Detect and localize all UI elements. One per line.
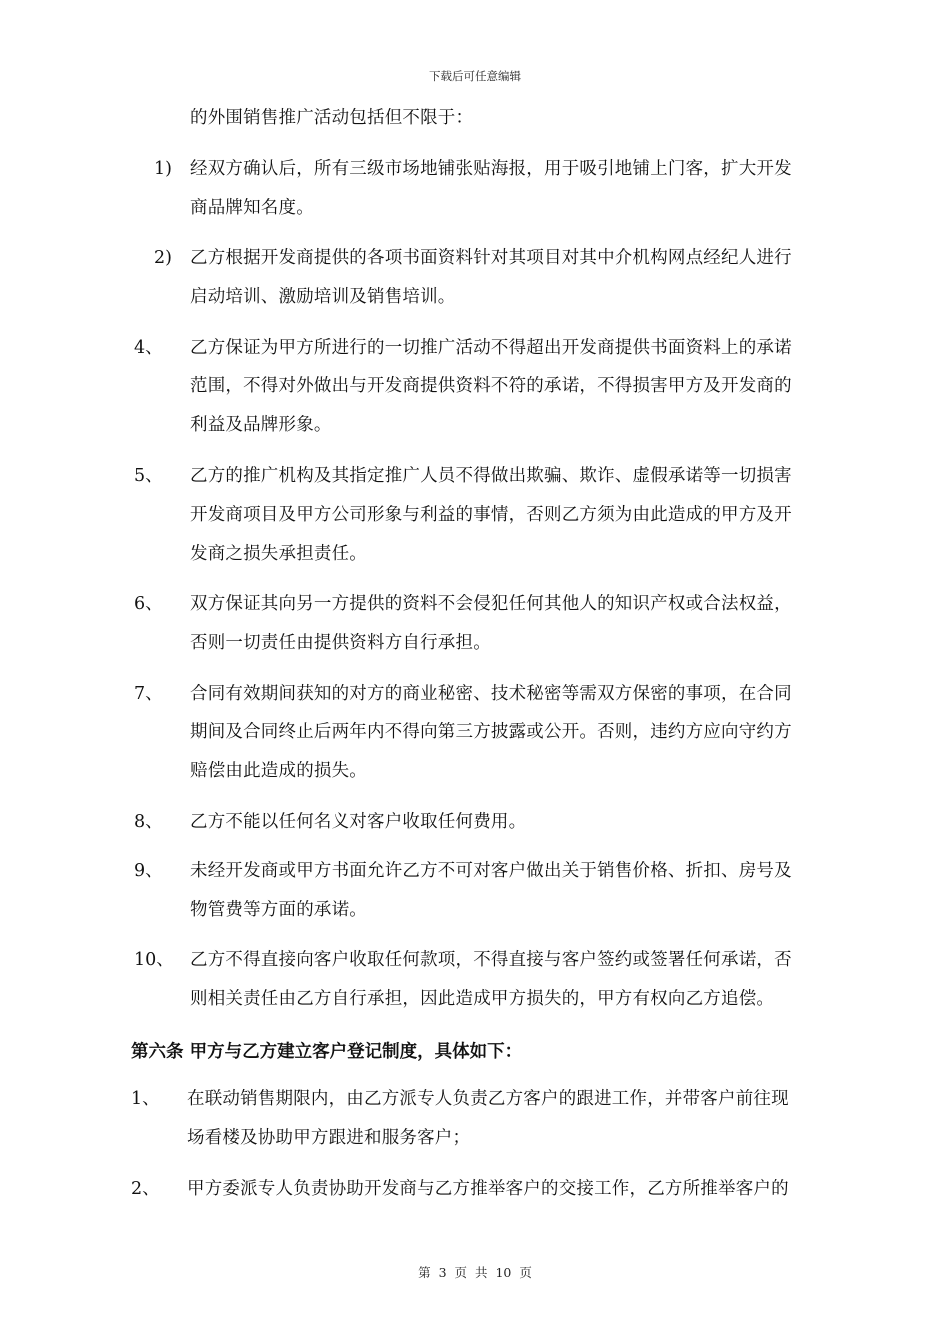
sub-item-text: 经双方确认后，所有三级市场地铺张贴海报，用于吸引地铺上门客，扩大开发 — [190, 159, 792, 179]
item-number: 10、 — [134, 950, 174, 970]
item-number: 4、 — [134, 338, 163, 358]
item-number: 8、 — [134, 812, 163, 832]
item-text: 双方保证其向另一方提供的资料不会侵犯任何其他人的知识产权或合法权益， — [190, 594, 792, 614]
item-text: 则相关责任由乙方自行承担，因此造成甲方损失的，甲方有权向乙方追偿。 — [190, 989, 775, 1009]
item-text: 赔偿由此造成的损失。 — [190, 761, 367, 781]
item-number: 9、 — [134, 861, 163, 881]
item-text: 未经开发商或甲方书面允许乙方不可对客户做出关于销售价格、折扣、房号及 — [190, 861, 792, 881]
item-text: 开发商项目及甲方公司形象与利益的事情，否则乙方须为由此造成的甲方及开 — [190, 505, 792, 525]
sub-item-text: 乙方根据开发商提供的各项书面资料针对其项目对其中介机构网点经纪人进行 — [190, 248, 792, 268]
sub-item-text: 启动培训、激励培训及销售培训。 — [190, 287, 456, 307]
item-text: 利益及品牌形象。 — [190, 415, 332, 435]
item-text: 范围，不得对外做出与开发商提供资料不符的承诺，不得损害甲方及开发商的 — [190, 376, 792, 396]
item-text: 期间及合同终止后两年内不得向第三方披露或公开。否则，违约方应向守约方 — [190, 722, 792, 742]
page-footer: 第 3 页 共 10 页 — [418, 1265, 532, 1280]
intro-text: 的外围销售推广活动包括但不限于： — [190, 108, 474, 128]
page-header: 下载后可任意编辑 — [429, 69, 521, 83]
sub-item-number: 1) — [154, 159, 172, 179]
item-text: 乙方保证为甲方所进行的一切推广活动不得超出开发商提供书面资料上的承诺 — [190, 338, 792, 358]
sub-item-text: 商品牌知名度。 — [190, 198, 314, 218]
section-item-number: 1、 — [131, 1089, 160, 1109]
item-text: 合同有效期间获知的对方的商业秘密、技术秘密等需双方保密的事项，在合同 — [190, 684, 792, 704]
item-text: 否则一切责任由提供资料方自行承担。 — [190, 633, 491, 653]
section-item-text: 场看楼及协助甲方跟进和服务客户； — [187, 1128, 471, 1148]
item-text: 发商之损失承担责任。 — [190, 544, 367, 564]
item-text: 乙方不能以任何名义对客户收取任何费用。 — [190, 812, 527, 832]
item-number: 7、 — [134, 684, 163, 704]
section-item-number: 2、 — [131, 1179, 160, 1199]
section-item-text: 甲方委派专人负责协助开发商与乙方推举客户的交接工作，乙方所推举客户的 — [187, 1179, 789, 1199]
item-text: 乙方不得直接向客户收取任何款项，不得直接与客户签约或签署任何承诺，否 — [190, 950, 792, 970]
item-text: 乙方的推广机构及其指定推广人员不得做出欺骗、欺诈、虚假承诺等一切损害 — [190, 466, 792, 486]
section-item-text: 在联动销售期限内，由乙方派专人负责乙方客户的跟进工作，并带客户前往现 — [187, 1089, 789, 1109]
item-number: 6、 — [134, 594, 163, 614]
section-heading: 第六条 甲方与乙方建立客户登记制度，具体如下： — [131, 1042, 523, 1062]
item-text: 物管费等方面的承诺。 — [190, 900, 367, 920]
sub-item-number: 2) — [154, 248, 172, 268]
item-number: 5、 — [134, 466, 163, 486]
